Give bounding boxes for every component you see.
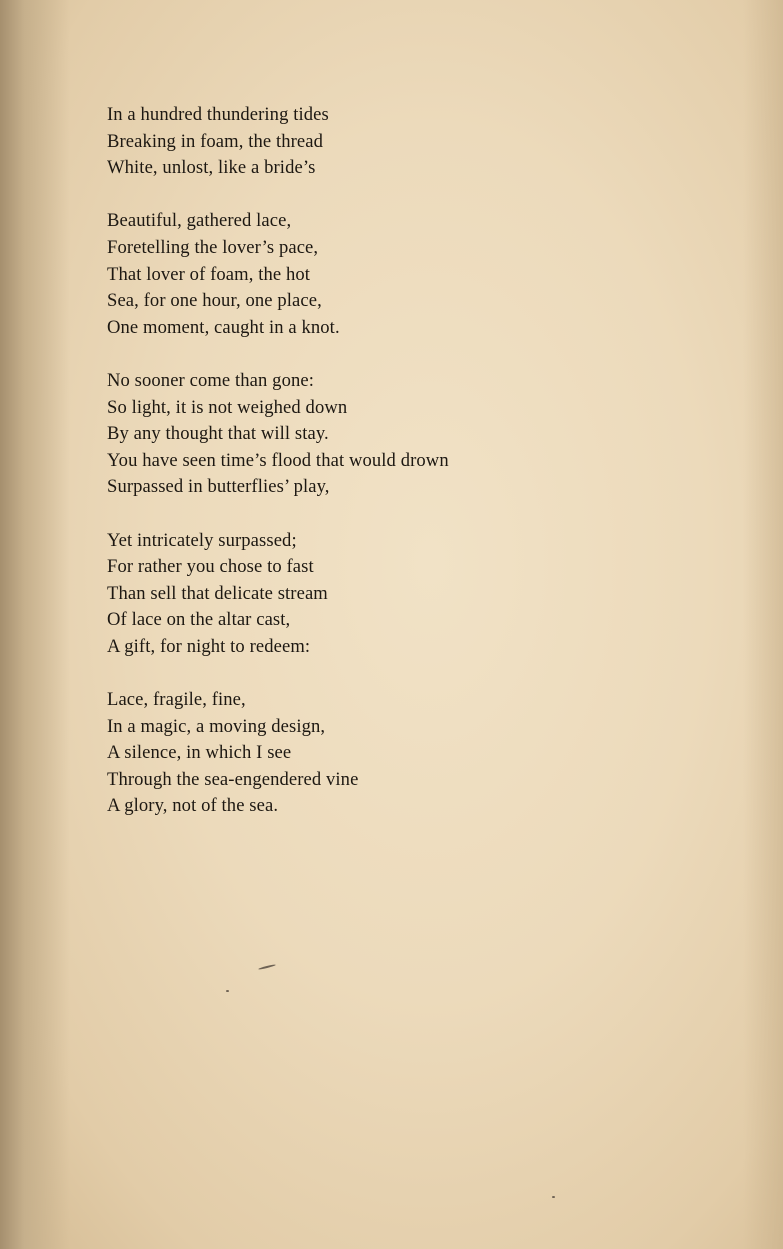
stanza-2 [107, 208, 667, 341]
poem-line: A glory, not of the sea. [107, 795, 279, 817]
poem-line: White, unlost, like a bride’s [107, 157, 316, 179]
paper-speck [226, 990, 229, 992]
poem-line: By any thought that will stay. [107, 423, 329, 445]
stanza-3 [107, 368, 667, 501]
poem-line: One moment, caught in a knot. [107, 316, 340, 338]
paper-speck [552, 1196, 555, 1198]
poem-line: Lace, fragile, fine, [107, 689, 246, 711]
poem-line: A gift, for night to redeem: [107, 635, 311, 657]
poem-line: That lover of foam, the hot [107, 263, 311, 285]
poem-line: Yet intricately surpassed; [107, 529, 297, 551]
poem-line: So light, it is not weighed down [107, 396, 348, 418]
poem-line: Through the sea-engendered vine [107, 768, 359, 790]
poem-line: Sea, for one hour, one place, [107, 290, 322, 312]
poem-line: Than sell that delicate stream [107, 582, 328, 604]
paper-speck [258, 964, 276, 970]
stanza-1 [107, 102, 667, 182]
poem-line: In a magic, a moving design, [107, 715, 326, 737]
poem-line: Of lace on the altar cast, [107, 609, 291, 631]
stanza-5 [107, 687, 667, 820]
poem-line: No sooner come than gone: [107, 369, 314, 391]
poem [107, 102, 667, 847]
poem-line: Surpassed in butterflies’ play, [107, 476, 330, 498]
poem-line: For rather you chose to fast [107, 556, 314, 578]
stanza-4 [107, 528, 667, 661]
poem-line: Beautiful, gathered lace, [107, 210, 292, 232]
poem-line: In a hundred thundering tides [107, 104, 329, 125]
poem-line: A silence, in which I see [107, 742, 292, 764]
poem-line: You have seen time’s flood that would drown [107, 449, 449, 471]
poem-line: Foretelling the lover’s pace, [107, 236, 319, 258]
poem-line: Breaking in foam, the thread [107, 130, 324, 152]
